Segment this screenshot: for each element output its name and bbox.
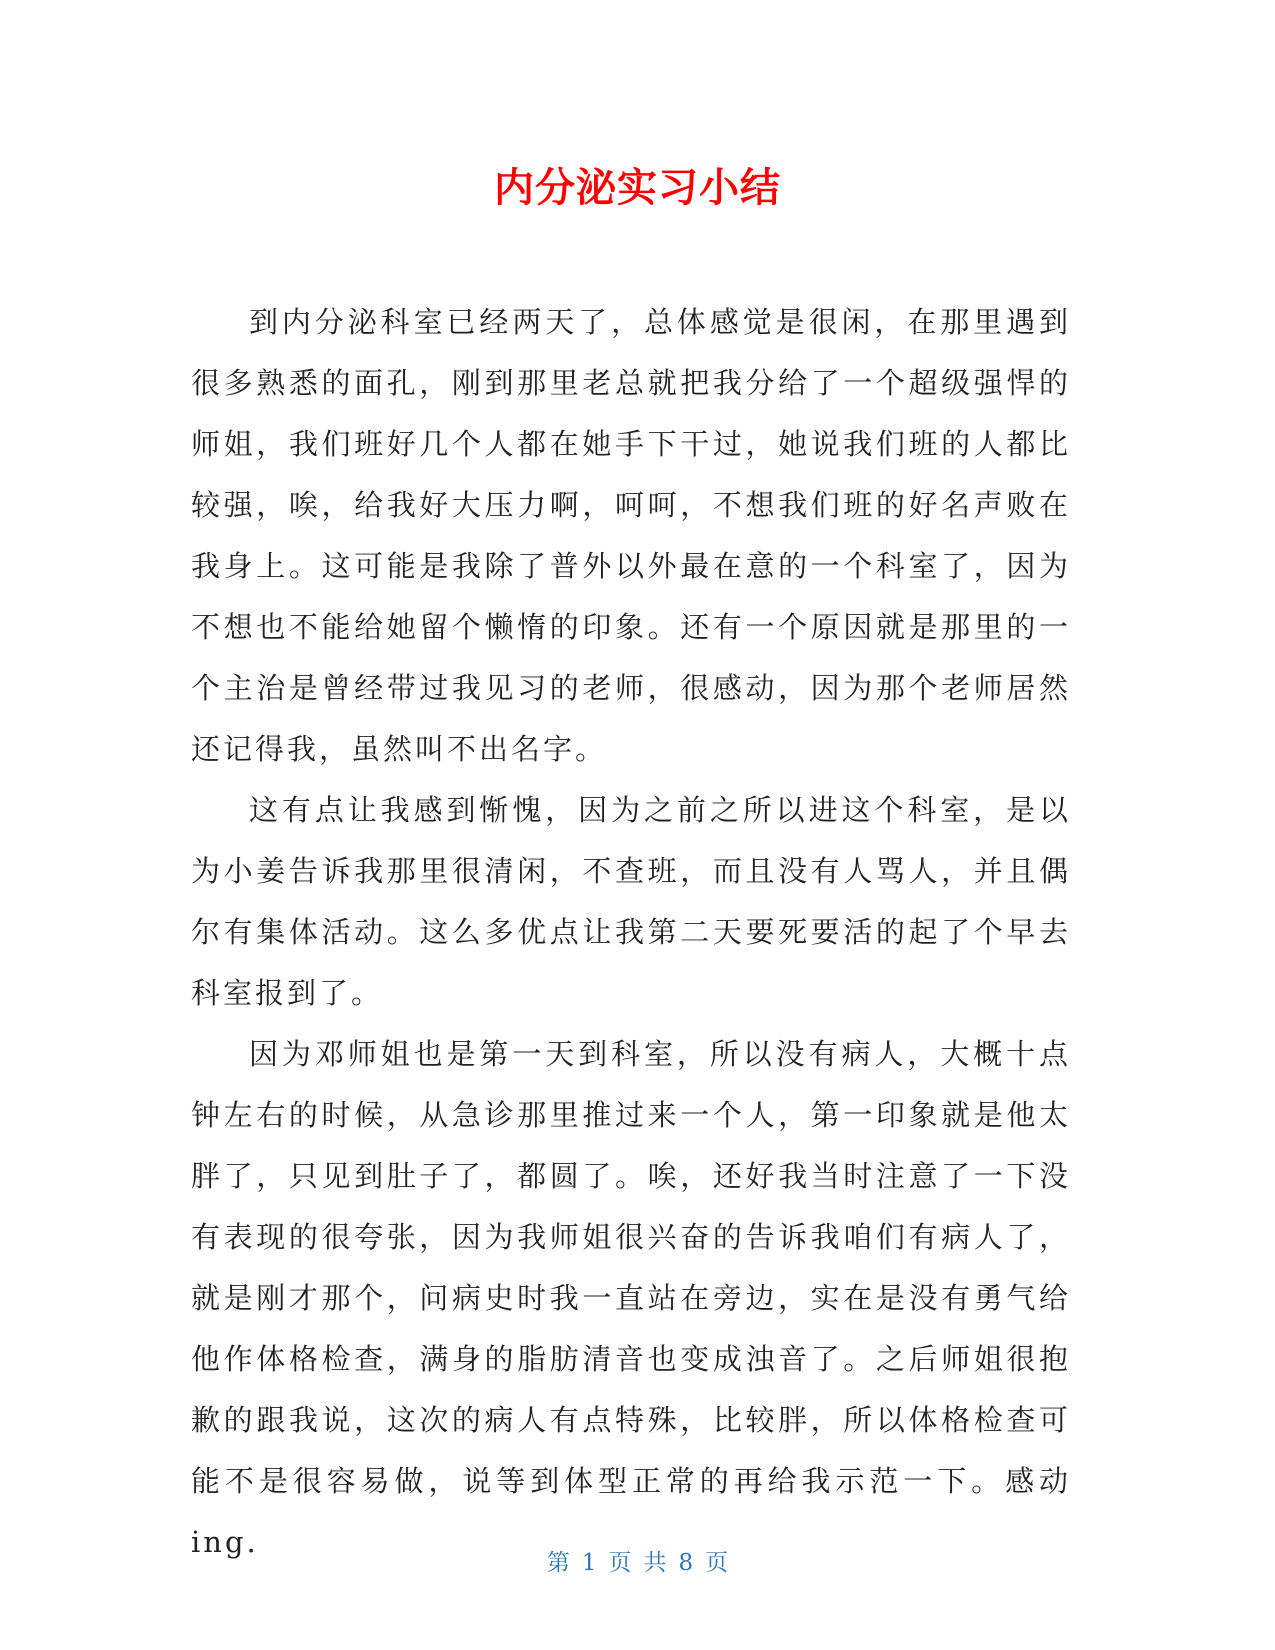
- paragraph: 因为邓师姐也是第一天到科室，所以没有病人，大概十点钟左右的时候，从急诊那里推过来一个人，第一印象就是他太胖了，只见到肚子了，都圆了。唉，还好我当时注意了一下没有表现的很夸张，因为我师姐很兴奋的告诉我咱们有病人了，就是刚才那个，问病史时我一直站在旁边，实在是没有勇气给他作体格检查，满身的脂肪清音也变成浊音了。之后师姐很抱歉的跟我说，这次的病人有点特殊，比较胖，所以体格检查可能不是很容易做，说等到体型正常的再给我示范一下。感动ing.: [191, 1037, 1071, 1559]
- total-label: 共: [643, 1550, 667, 1576]
- page-unit: 页: [608, 1550, 632, 1576]
- page-label: 第: [546, 1550, 570, 1576]
- paragraph: 这有点让我感到惭愧，因为之前之所以进这个科室，是以为小姜告诉我那里很清闲，不查班，而且没有人骂人，并且偶尔有集体活动。这么多优点让我第二天要死要活的起了个早去科室报到了。: [191, 793, 1071, 1010]
- total-pages: 8: [678, 1550, 694, 1576]
- page-footer: [0, 1548, 1275, 1578]
- page-number: 1: [581, 1550, 597, 1576]
- document-title: 内分泌实习小结: [494, 165, 781, 211]
- total-unit: 页: [705, 1550, 729, 1576]
- paragraph: 到内分泌科室已经两天了，总体感觉是很闲，在那里遇到很多熟悉的面孔，刚到那里老总就把我分给了一个超级强悍的师姐，我们班好几个人都在她手下干过，她说我们班的人都比较强，唉，给我好大压力啊，呵呵，不想我们班的好名声败在我身上。这可能是我除了普外以外最在意的一个科室了，因为不想也不能给她留个懒惰的印象。还有一个原因就是那里的一个主治是曾经带过我见习的老师，很感动，因为那个老师居然还记得我，虽然叫不出名字。: [191, 305, 1071, 766]
- document-body: [191, 292, 1071, 1573]
